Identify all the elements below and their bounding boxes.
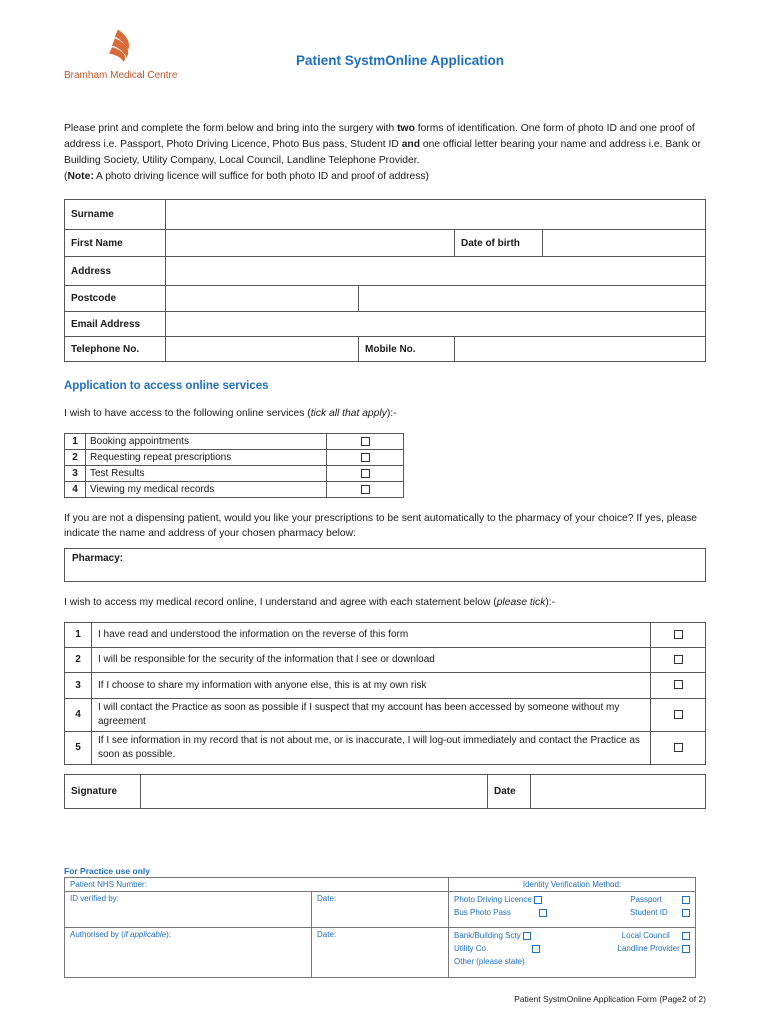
agreement-table: [64, 622, 706, 765]
postcode-field[interactable]: [166, 286, 359, 312]
email-label: Email Address: [65, 312, 166, 337]
authorised-by-label: Authorised by (if applicable):: [70, 930, 171, 939]
agreement-text: If I choose to share my information with anyone else, this is at my own risk: [92, 673, 651, 699]
agreement-number: 3: [65, 673, 92, 699]
service-row: [65, 450, 404, 466]
service-number: 1: [65, 434, 86, 450]
agreement-row: [65, 648, 706, 673]
agreement-checkbox[interactable]: [651, 699, 706, 732]
nhs-number-field[interactable]: [65, 878, 449, 892]
agreement-text: I have read and understood the information on the reverse of this form: [92, 623, 651, 648]
date-field-1[interactable]: [312, 892, 449, 928]
dob-label: Date of birth: [455, 230, 543, 257]
council-option[interactable]: Local Council: [572, 930, 690, 942]
signature-date-field[interactable]: [531, 775, 706, 809]
agreement-checkbox[interactable]: [651, 623, 706, 648]
bank-option[interactable]: Bank/Building Scty: [454, 930, 572, 942]
agreement-text: If I see information in my record that is not about me, or is inaccurate, I will log-out immediately and contact the Practice as soon as possible.: [92, 732, 651, 765]
services-table: [64, 433, 404, 498]
id-method-heading: Identity Verification Method:: [449, 878, 696, 892]
agreement-checkbox[interactable]: [651, 648, 706, 673]
id-verified-label: ID verified by:: [70, 894, 119, 903]
service-label: Requesting repeat prescriptions: [86, 450, 327, 466]
agreement-row: [65, 673, 706, 699]
first-name-label: First Name: [65, 230, 166, 257]
id-method-group-2: [449, 928, 696, 978]
agreement-text: I will be responsible for the security of the information that I see or download: [92, 648, 651, 673]
practice-name: Bramham Medical Centre: [64, 70, 178, 81]
id-method-group-1: [449, 892, 696, 928]
page-title: Patient SystmOnline Application: [295, 53, 505, 68]
id-verified-field[interactable]: [65, 892, 312, 928]
mobile-label: Mobile No.: [359, 337, 455, 362]
signature-table: [64, 774, 706, 809]
services-intro: I wish to have access to the following online services (tick all that apply):-: [64, 408, 397, 419]
pharmacy-label: Pharmacy:: [72, 553, 124, 564]
pharmacy-field[interactable]: [64, 548, 706, 582]
services-heading: Application to access online services: [64, 380, 269, 392]
agreement-intro: I wish to access my medical record online, I understand and agree with each statement below (please tick):-: [64, 597, 556, 608]
first-name-field[interactable]: [166, 230, 455, 257]
landline-option[interactable]: Landline Provider: [572, 943, 690, 955]
service-label: Test Results: [86, 466, 327, 482]
dob-field[interactable]: [543, 230, 706, 257]
agreement-row: [65, 623, 706, 648]
agreement-number: 2: [65, 648, 92, 673]
passport-option[interactable]: Passport: [572, 894, 690, 906]
signature-label: Signature: [65, 775, 141, 809]
agreement-number: 1: [65, 623, 92, 648]
service-checkbox[interactable]: [327, 434, 404, 450]
service-row: [65, 466, 404, 482]
agreement-checkbox[interactable]: [651, 673, 706, 699]
telephone-field[interactable]: [166, 337, 359, 362]
signature-field[interactable]: [141, 775, 488, 809]
address-label: Address: [65, 257, 166, 286]
practice-use-table: [64, 877, 696, 978]
intro-paragraph: Please print and complete the form below and bring into the surgery with two forms of identification. One form of photo ID and one proof of address i.e. Passport, Photo Driving Licence, Photo Bus pass, Student ID and one official letter bearing your name and address i.e. Bank or Building Society, Utility Company, Local Council, Landline Telephone Provider. (Note: A photo driving licence will suffice for both photo ID and proof of address): [64, 123, 701, 182]
service-checkbox[interactable]: [327, 482, 404, 498]
date-field-2[interactable]: [312, 928, 449, 978]
service-checkbox[interactable]: [327, 450, 404, 466]
agreement-checkbox[interactable]: [651, 732, 706, 765]
surname-label: Surname: [65, 200, 166, 230]
telephone-label: Telephone No.: [65, 337, 166, 362]
service-number: 2: [65, 450, 86, 466]
postcode-label: Postcode: [65, 286, 166, 312]
personal-details-table: [64, 199, 706, 362]
service-number: 3: [65, 466, 86, 482]
date-label-1: Date:: [317, 894, 337, 903]
service-row: [65, 482, 404, 498]
agreement-text: I will contact the Practice as soon as possible if I suspect that my account has been accessed by someone without my agreement: [92, 699, 651, 732]
authorised-by-field[interactable]: [65, 928, 312, 978]
agreement-row: [65, 732, 706, 765]
address-field[interactable]: [166, 257, 706, 286]
agreement-number: 4: [65, 699, 92, 732]
surname-field[interactable]: [166, 200, 706, 230]
date-label-2: Date:: [317, 930, 337, 939]
utility-option[interactable]: Utility Co.: [454, 943, 572, 955]
photo-licence-option[interactable]: Photo Driving Licence: [454, 894, 572, 906]
mobile-field[interactable]: [455, 337, 706, 362]
pharmacy-question: If you are not a dispensing patient, would you like your prescriptions to be sent automatically to the pharmacy of your choice? If yes, please indicate the name and address of your chosen pharmacy below:: [64, 513, 698, 539]
agreement-row: [65, 699, 706, 732]
service-row: [65, 434, 404, 450]
practice-use-heading: For Practice use only: [64, 866, 150, 876]
page-footer: Patient SystmOnline Application Form (Page2 of 2): [514, 994, 706, 1004]
service-checkbox[interactable]: [327, 466, 404, 482]
other-option[interactable]: Other (please state): [454, 957, 525, 966]
nhs-number-label: Patient NHS Number:: [70, 880, 147, 889]
service-label: Booking appointments: [86, 434, 327, 450]
email-field[interactable]: [166, 312, 706, 337]
bus-pass-option[interactable]: Bus Photo Pass: [454, 907, 572, 919]
agreement-number: 5: [65, 732, 92, 765]
postcode-extra-field[interactable]: [359, 286, 706, 312]
service-number: 4: [65, 482, 86, 498]
service-label: Viewing my medical records: [86, 482, 327, 498]
student-id-option[interactable]: Student ID: [572, 907, 690, 919]
signature-date-label: Date: [488, 775, 531, 809]
